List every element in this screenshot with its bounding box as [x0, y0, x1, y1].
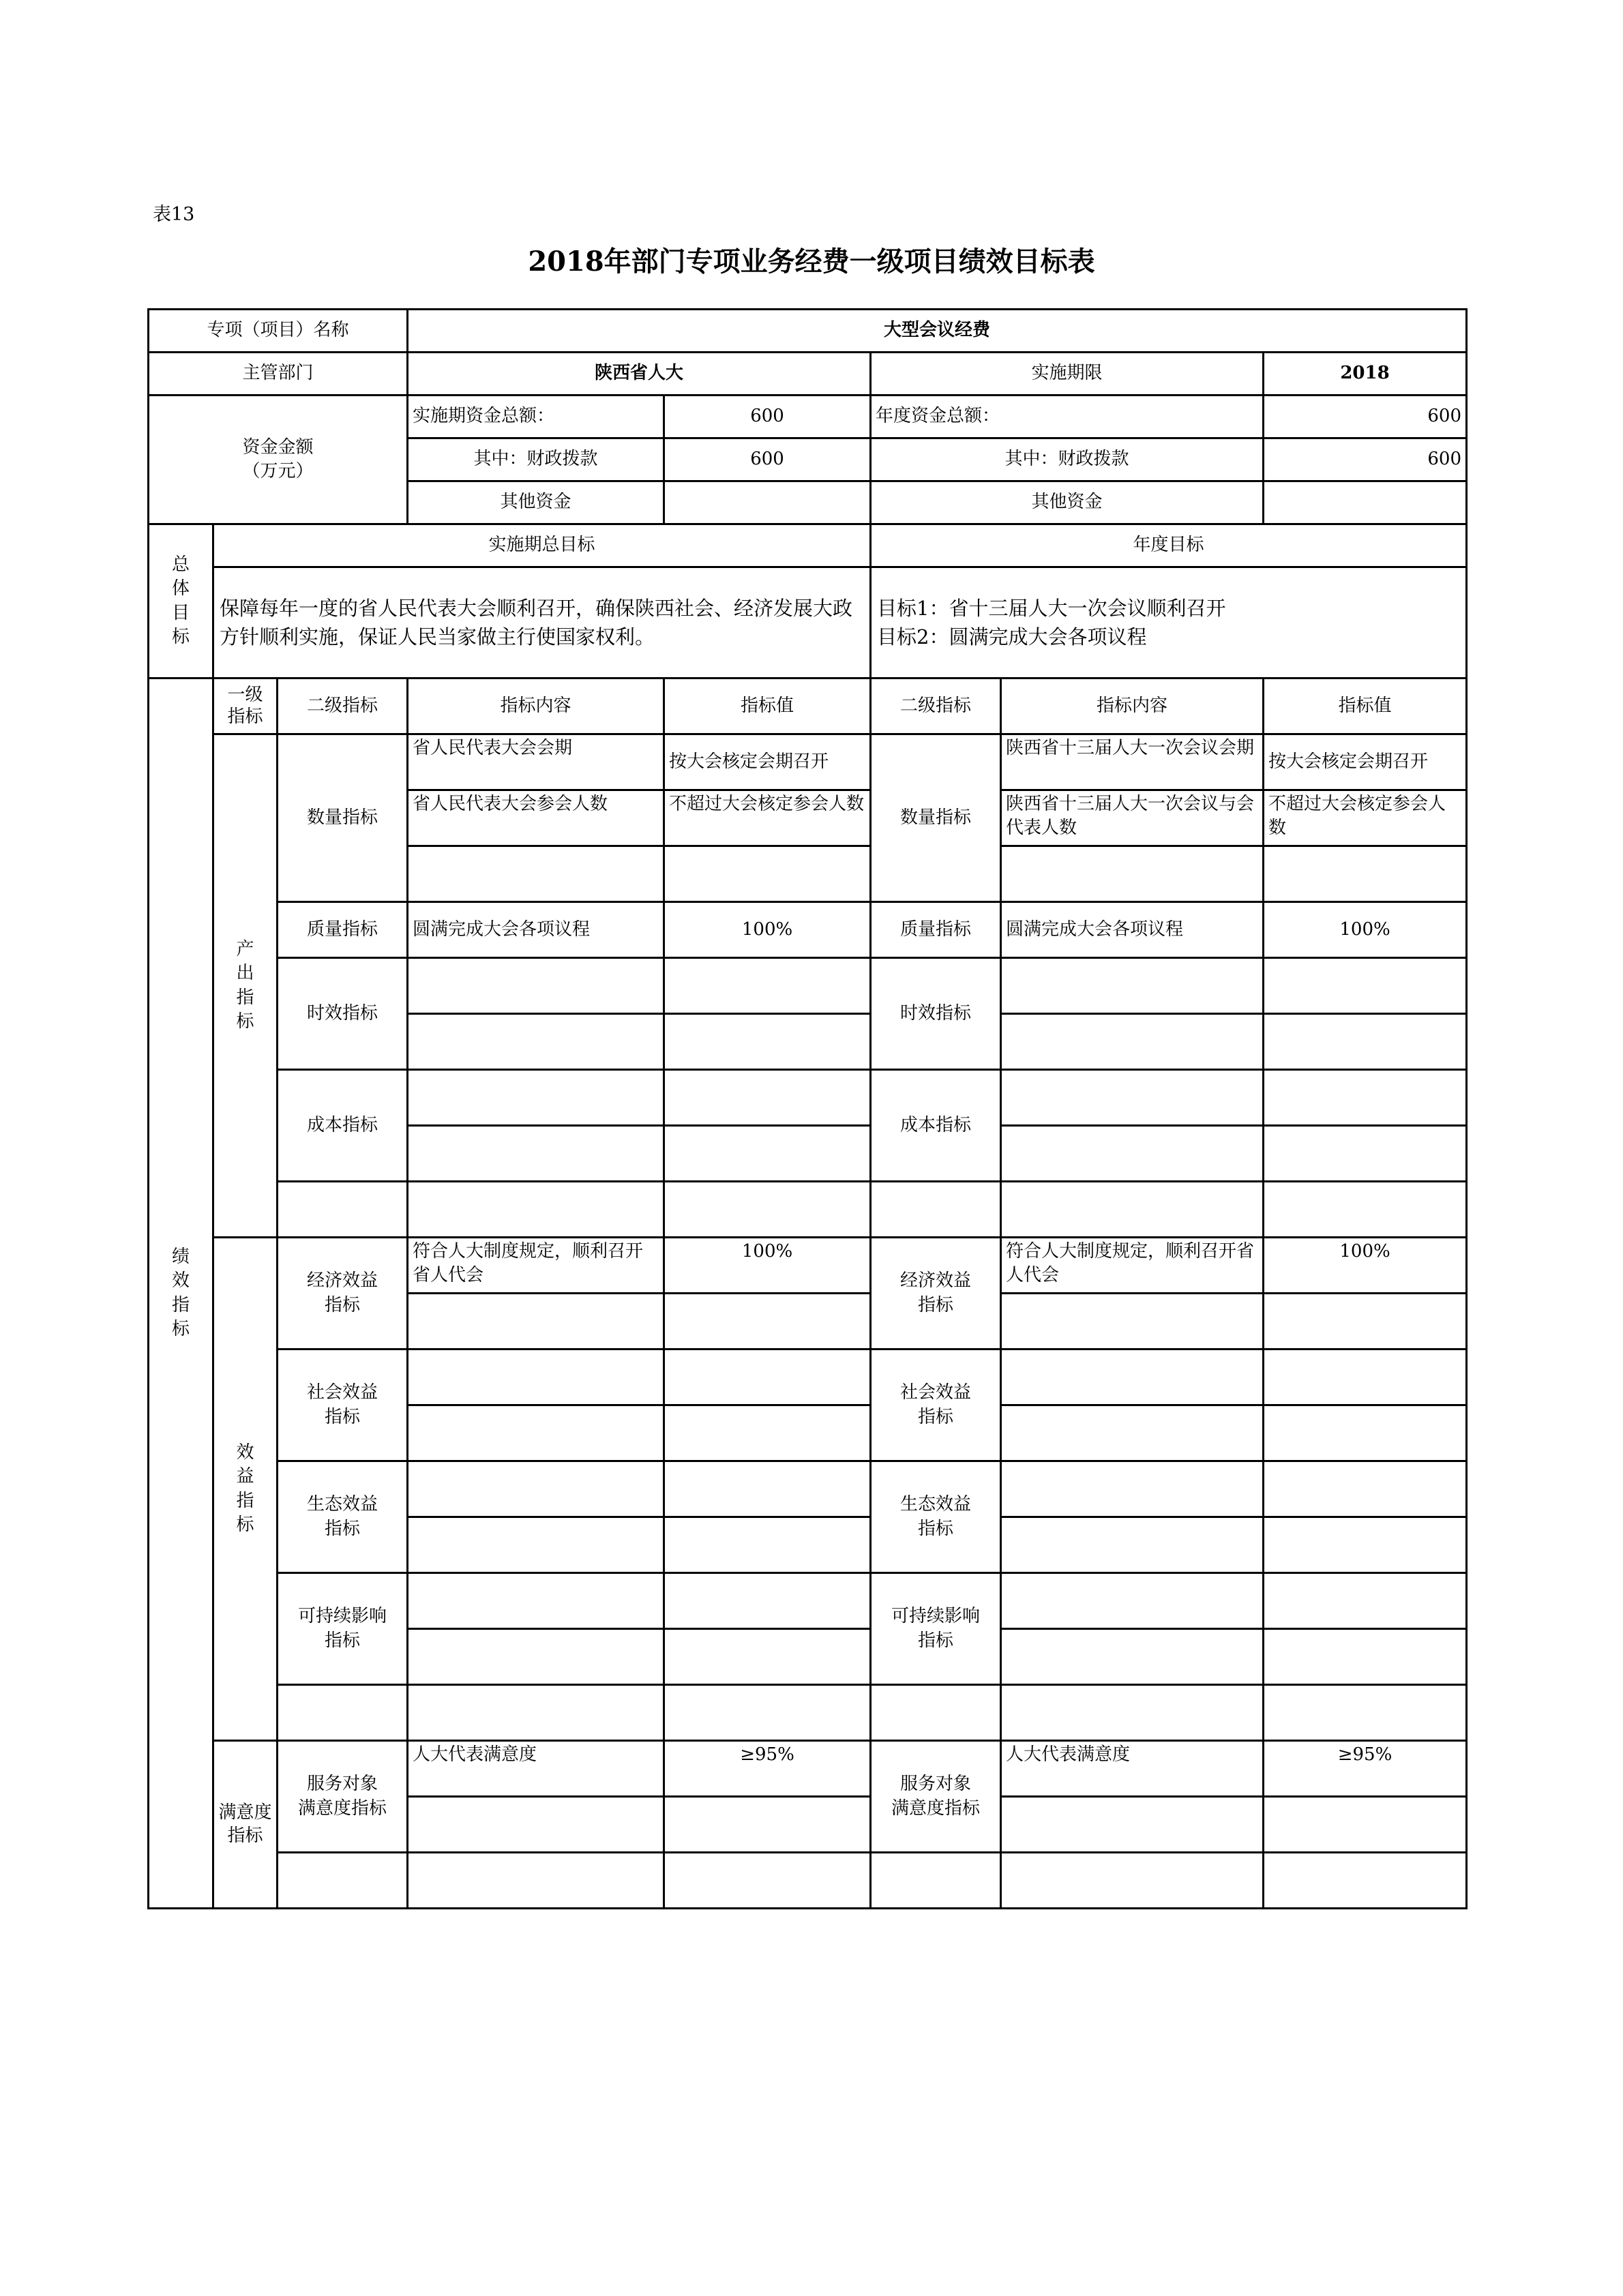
annual-total-label: 年度资金总额： — [871, 396, 1264, 438]
social-label — [278, 1350, 408, 1461]
overall-goal-char: 标 — [171, 626, 190, 647]
value-header-right: 指标值 — [1264, 679, 1467, 734]
q1-content-right: 陕西省十三届人大一次会议会期 — [1001, 734, 1264, 790]
empty-cell — [408, 1461, 664, 1517]
quantity-label-right: 数量指标 — [871, 734, 1001, 902]
timeliness-label: 时效指标 — [278, 958, 408, 1070]
empty-cell — [664, 846, 871, 902]
empty-cell — [1001, 1014, 1264, 1070]
economic-label-line: 指标 — [325, 1294, 361, 1315]
empty-cell — [1001, 1797, 1264, 1853]
empty-cell — [1001, 1629, 1264, 1685]
funds-label-line1: 资金金额 — [242, 436, 314, 458]
other-funds-value — [664, 481, 871, 524]
service-label-line: 服务对象 — [900, 1774, 972, 1795]
empty-cell — [1264, 1629, 1467, 1685]
annual-other-value — [1264, 481, 1467, 524]
economic-label-line: 指标 — [918, 1294, 954, 1315]
q1-value-right: 按大会核定会期召开 — [1264, 734, 1467, 790]
service-label-right — [871, 1741, 1001, 1853]
quality-value-right: 100% — [1264, 902, 1467, 958]
quality-value: 100% — [664, 902, 871, 958]
perf-char: 指 — [171, 1294, 190, 1315]
empty-cell — [664, 1070, 871, 1126]
service-label — [278, 1741, 408, 1853]
empty-cell — [408, 1182, 664, 1238]
sustainable-label-line: 指标 — [918, 1630, 954, 1651]
ecological-label-line: 指标 — [325, 1518, 361, 1539]
funds-label-line2: （万元） — [242, 461, 314, 481]
empty-cell — [1264, 1294, 1467, 1350]
quality-content: 圆满完成大会各项议程 — [408, 902, 664, 958]
quality-label: 质量指标 — [278, 902, 408, 958]
empty-cell — [408, 1405, 664, 1461]
economic-label-right — [871, 1238, 1001, 1350]
annual-fiscal-label: 其中：财政拨款 — [871, 438, 1264, 481]
empty-cell — [664, 1182, 871, 1238]
annual-goal-header: 年度目标 — [871, 524, 1467, 567]
q1-value: 按大会核定会期召开 — [664, 734, 871, 790]
empty-cell — [1264, 1517, 1467, 1573]
ecological-label-line: 指标 — [918, 1518, 954, 1539]
empty-cell — [1001, 1126, 1264, 1182]
value-header: 指标值 — [664, 679, 871, 734]
q2-content-right: 陕西省十三届人大一次会议与会代表人数 — [1001, 790, 1264, 846]
empty-cell — [408, 1629, 664, 1685]
q2-content: 省人民代表大会参会人数 — [408, 790, 664, 846]
empty-cell — [1001, 1461, 1264, 1517]
output-char: 产 — [236, 939, 254, 960]
level1-header-line: 指标 — [227, 706, 263, 727]
q2-value: 不超过大会核定参会人数 — [664, 790, 871, 846]
service-content-right: 人大代表满意度 — [1001, 1741, 1264, 1797]
benefit-char: 指 — [236, 1490, 254, 1511]
empty-cell — [1264, 1126, 1467, 1182]
economic-value: 100% — [664, 1238, 871, 1294]
funds-label — [149, 396, 408, 524]
empty-cell — [664, 1629, 871, 1685]
service-label-line: 满意度指标 — [298, 1798, 387, 1819]
empty-cell — [1001, 1853, 1264, 1909]
empty-cell — [408, 1126, 664, 1182]
benefit-indicator-label — [213, 1238, 278, 1741]
service-value: ≥95% — [664, 1741, 871, 1797]
perf-char: 绩 — [171, 1247, 190, 1268]
empty-cell — [664, 958, 871, 1014]
output-char: 标 — [236, 1011, 254, 1032]
other-funds-label: 其他资金 — [408, 481, 664, 524]
empty-cell — [1001, 1350, 1264, 1405]
q2-value-right: 不超过大会核定参会人数 — [1264, 790, 1467, 846]
empty-cell — [278, 1182, 408, 1238]
social-label-right — [871, 1350, 1001, 1461]
annual-goal-text — [871, 567, 1467, 679]
empty-cell — [408, 1350, 664, 1405]
empty-cell — [1264, 1182, 1467, 1238]
project-name-label: 专项（项目）名称 — [149, 310, 408, 353]
level1-header-line: 一级 — [227, 685, 263, 706]
service-value-right: ≥95% — [1264, 1741, 1467, 1797]
period-label: 实施期限 — [871, 353, 1264, 396]
empty-cell — [1001, 846, 1264, 902]
perf-char: 标 — [171, 1318, 190, 1339]
empty-cell — [1001, 1294, 1264, 1350]
ecological-label-line: 生态效益 — [307, 1494, 378, 1515]
empty-cell — [664, 1294, 871, 1350]
empty-cell — [278, 1853, 408, 1909]
empty-cell — [1001, 1517, 1264, 1573]
empty-cell — [1264, 1685, 1467, 1741]
level1-header — [213, 679, 278, 734]
empty-cell — [1264, 1070, 1467, 1126]
annual-goal-line: 目标1：省十三届人大一次会议顺利召开 — [877, 596, 1226, 620]
empty-cell — [1001, 1685, 1264, 1741]
project-name-value: 大型会议经费 — [408, 310, 1467, 353]
satisfaction-indicator-label — [213, 1741, 278, 1909]
empty-cell — [1264, 1573, 1467, 1629]
empty-cell — [664, 1014, 871, 1070]
quantity-label: 数量指标 — [278, 734, 408, 902]
service-label-line: 满意度指标 — [891, 1798, 981, 1819]
sustainable-label — [278, 1573, 408, 1685]
period-goal-header: 实施期总目标 — [213, 524, 871, 567]
sustainable-label-line: 可持续影响 — [891, 1606, 981, 1627]
empty-cell — [408, 1517, 664, 1573]
empty-cell — [1264, 846, 1467, 902]
empty-cell — [664, 1573, 871, 1629]
empty-cell — [871, 1182, 1001, 1238]
empty-cell — [871, 1685, 1001, 1741]
social-label-line: 指标 — [325, 1406, 361, 1427]
empty-cell — [1001, 1573, 1264, 1629]
page-title: 2018年部门专项业务经费一级项目绩效目标表 — [528, 245, 1095, 278]
economic-label-line: 经济效益 — [900, 1270, 972, 1292]
social-label-line: 指标 — [918, 1406, 954, 1427]
empty-cell — [664, 1405, 871, 1461]
economic-content: 符合人大制度规定，顺利召开省人代会 — [408, 1238, 664, 1294]
empty-cell — [408, 958, 664, 1014]
empty-cell — [664, 1126, 871, 1182]
empty-cell — [408, 1797, 664, 1853]
social-label-line: 社会效益 — [900, 1382, 972, 1403]
empty-cell — [408, 1014, 664, 1070]
sustainable-label-line: 指标 — [325, 1630, 361, 1651]
annual-fiscal-value: 600 — [1264, 438, 1467, 481]
output-char: 指 — [236, 987, 254, 1008]
empty-cell — [1001, 1182, 1264, 1238]
annual-total-value: 600 — [1264, 396, 1467, 438]
satisfaction-label-line: 指标 — [227, 1825, 263, 1846]
timeliness-label-right: 时效指标 — [871, 958, 1001, 1070]
period-value: 2018 — [1264, 353, 1467, 396]
fiscal-funds-label: 其中：财政拨款 — [408, 438, 664, 481]
q1-content: 省人民代表大会会期 — [408, 734, 664, 790]
annual-other-label: 其他资金 — [871, 481, 1264, 524]
overall-goal-label — [149, 524, 213, 679]
empty-cell — [664, 1461, 871, 1517]
level2-header-right: 二级指标 — [871, 679, 1001, 734]
economic-label — [278, 1238, 408, 1350]
satisfaction-label-line: 满意度 — [218, 1802, 272, 1823]
level2-header: 二级指标 — [278, 679, 408, 734]
empty-cell — [408, 1685, 664, 1741]
overall-goal-char: 目 — [171, 602, 190, 623]
ecological-label-right — [871, 1461, 1001, 1573]
empty-cell — [1001, 1070, 1264, 1126]
annual-goal-line: 目标2：圆满完成大会各项议程 — [877, 625, 1147, 648]
empty-cell — [1001, 958, 1264, 1014]
benefit-char: 标 — [236, 1514, 254, 1535]
service-content: 人大代表满意度 — [408, 1741, 664, 1797]
empty-cell — [1264, 958, 1467, 1014]
economic-value-right: 100% — [1264, 1238, 1467, 1294]
ecological-label — [278, 1461, 408, 1573]
empty-cell — [278, 1685, 408, 1741]
empty-cell — [664, 1685, 871, 1741]
empty-cell — [1264, 1461, 1467, 1517]
fiscal-funds-value: 600 — [664, 438, 871, 481]
period-goal-text: 保障每年一度的省人民代表大会顺利召开，确保陕西社会、经济发展大政方针顺利实施，保证人民当家做主行使国家权利。 — [213, 567, 871, 679]
performance-target-table — [147, 308, 1468, 1909]
empty-cell — [408, 846, 664, 902]
overall-goal-char: 总 — [171, 554, 190, 576]
empty-cell — [664, 1797, 871, 1853]
dept-value: 陕西省人大 — [408, 353, 871, 396]
benefit-char: 效 — [236, 1442, 254, 1463]
content-header: 指标内容 — [408, 679, 664, 734]
empty-cell — [408, 1573, 664, 1629]
overall-goal-char: 体 — [171, 578, 190, 599]
content-header-right: 指标内容 — [1001, 679, 1264, 734]
empty-cell — [1264, 1350, 1467, 1405]
empty-cell — [1264, 1014, 1467, 1070]
economic-content-right: 符合人大制度规定，顺利召开省人代会 — [1001, 1238, 1264, 1294]
table-number: 表13 — [153, 204, 195, 225]
perf-char: 效 — [171, 1270, 190, 1292]
empty-cell — [1264, 1853, 1467, 1909]
service-label-line: 服务对象 — [307, 1774, 378, 1795]
empty-cell — [871, 1853, 1001, 1909]
total-funds-value: 600 — [664, 396, 871, 438]
dept-label: 主管部门 — [149, 353, 408, 396]
quality-content-right: 圆满完成大会各项议程 — [1001, 902, 1264, 958]
benefit-char: 益 — [236, 1466, 254, 1487]
empty-cell — [1001, 1405, 1264, 1461]
output-char: 出 — [236, 963, 254, 984]
cost-label: 成本指标 — [278, 1070, 408, 1182]
sustainable-label-right — [871, 1573, 1001, 1685]
empty-cell — [1264, 1797, 1467, 1853]
empty-cell — [664, 1853, 871, 1909]
output-indicator-label — [213, 734, 278, 1238]
empty-cell — [408, 1853, 664, 1909]
cost-label-right: 成本指标 — [871, 1070, 1001, 1182]
empty-cell — [664, 1350, 871, 1405]
social-label-line: 社会效益 — [307, 1382, 378, 1403]
empty-cell — [664, 1517, 871, 1573]
empty-cell — [408, 1294, 664, 1350]
empty-cell — [408, 1070, 664, 1126]
total-funds-label: 实施期资金总额： — [408, 396, 664, 438]
empty-cell — [1264, 1405, 1467, 1461]
quality-label-right: 质量指标 — [871, 902, 1001, 958]
ecological-label-line: 生态效益 — [900, 1494, 972, 1515]
sustainable-label-line: 可持续影响 — [298, 1606, 387, 1627]
perf-indicator-label — [149, 679, 213, 1909]
economic-label-line: 经济效益 — [307, 1270, 378, 1292]
